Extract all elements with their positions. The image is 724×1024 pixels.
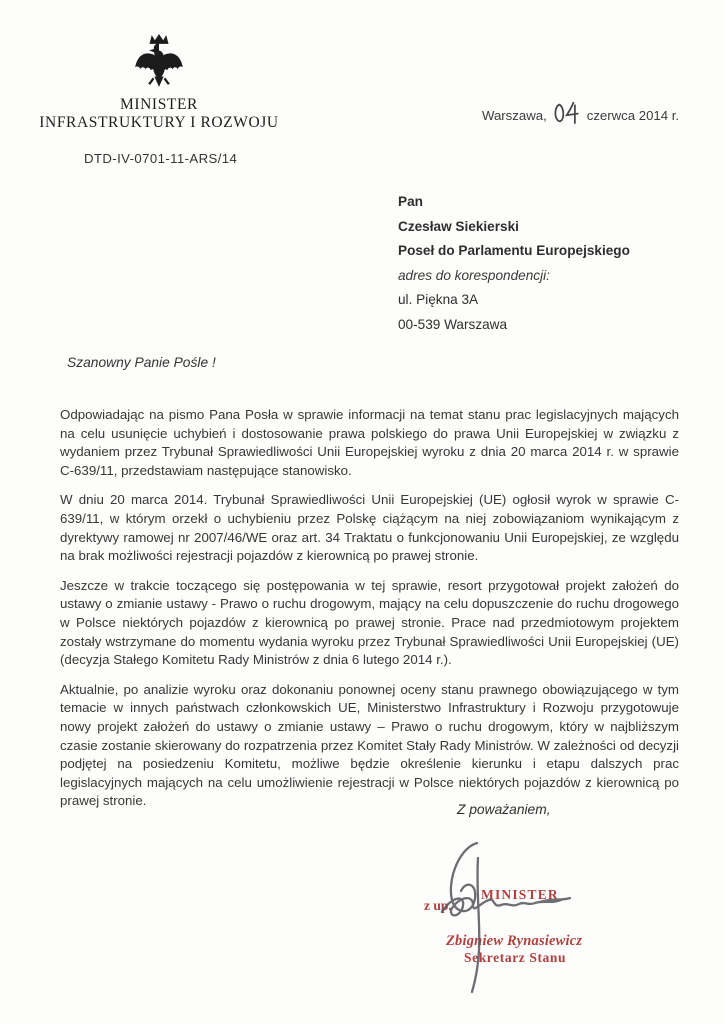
recipient-street: ul. Piękna 3A (398, 292, 479, 308)
salutation: Szanowny Panie Pośle ! (67, 355, 216, 370)
stamp-signatory-name: Zbigniew Rynasiewicz (446, 933, 583, 949)
body-paragraph-3: Jeszcze w trakcie toczącego się postępowania w tej sprawie, resort przygotował projekt założeń do ustawy o zmianie ustawy - Prawo o ruchu drogowym, mający na celu dopuszczenie do ruchu drogowego w Polsce niektórych pojazdów z kierownicą po prawej stronie. Prace nad przedmiotowym projektem zostały wstrzymane do momentu wydania wyroku przez Trybunał Sprawiedliwości Unii Europejskiej (UE) (decyzja Stałego Komitetu Rady Ministrów z dnia 6 lutego 2014 r.). (60, 577, 679, 668)
recipient-city: 00-539 Warszawa (398, 316, 508, 332)
body-paragraph-4: Aktualnie, po analizie wyroku oraz dokonaniu ponownej oceny stanu prawnego obowiązującego w tym temacie w innych państwach członkowskich UE, Ministerstwo Infrastruktury i Rozwoju przygotowuje nowy projekt założeń do ustawy o zmianie ustawy – Prawo o ruchu drogowym, który w najbliższym czasie zostanie skierowany do rozpatrzenia przez Komitet Stały Rady Ministrów. W zależności od decyzji podjętej na posiedzeniu Komitetu, możliwe będzie określenie kierunku i etapu dalszych prac legislacyjnych mających na celu umożliwienie rejestracji w Polsce niektórych pojazdów z kierownicą po prawej stronie. (60, 681, 679, 809)
stamp-zup: z up. (424, 898, 452, 913)
minister-title-line: MINISTER (120, 96, 198, 113)
letter-body (60, 406, 679, 822)
polish-eagle-emblem-icon (134, 33, 184, 91)
dateline-rest: czerwca 2014 r. (586, 108, 680, 123)
dateline (482, 100, 679, 123)
stamp-signatory-role: Sekretarz Stanu (464, 950, 567, 965)
body-paragraph-1: Odpowiadając na pismo Pana Posła w sprawie informacji na temat stanu prac legislacyjnych mających na celu usunięcie uchybień i dostosowanie prawa polskiego do prawa Unii Europejskiej w związku z wydaniem przez Trybunał Sprawiedliwości Unii Europejskiej wyroku z dnia 20 marca 2014 r. w sprawie C-639/11, przedstawiam następujące stanowisko. (60, 407, 679, 478)
stamp-minister-title: MINISTER (481, 887, 559, 902)
recipient-address-label: adres do korespondencji: (398, 267, 550, 283)
body-paragraph-2: W dniu 20 marca 2014. Trybunał Sprawiedliwości Unii Europejskiej (UE) ogłosił wyrok w sprawie C-639/11, w którym orzekł o uchybieniu przez Polskę ciążącym na niej zobowiązaniom wynikającym z dyrektywy ramowej nr 2007/46/WE oraz art. 34 Traktatu o funkcjonowaniu Unii Europejskiej, ze względu na brak możliwości rejestracji pojazdów z kierownicą po prawej stronie. (60, 492, 679, 564)
closing-phrase: Z poważaniem, (457, 802, 551, 817)
recipient-title: Poseł do Parlamentu Europejskiego (398, 243, 630, 259)
recipient-honorific: Pan (398, 194, 423, 209)
handwritten-day-icon (550, 99, 584, 127)
recipient-name: Czesław Siekierski (398, 218, 519, 234)
recipient-block (398, 190, 630, 338)
handwritten-signature-icon (420, 840, 595, 995)
reference-number: DTD-IV-0701-11-ARS/14 (84, 151, 238, 166)
ministry-name-line: INFRASTRUKTURY I ROZWOJU (39, 114, 279, 131)
dateline-city: Warszawa, (482, 108, 547, 123)
letterhead (30, 33, 288, 132)
